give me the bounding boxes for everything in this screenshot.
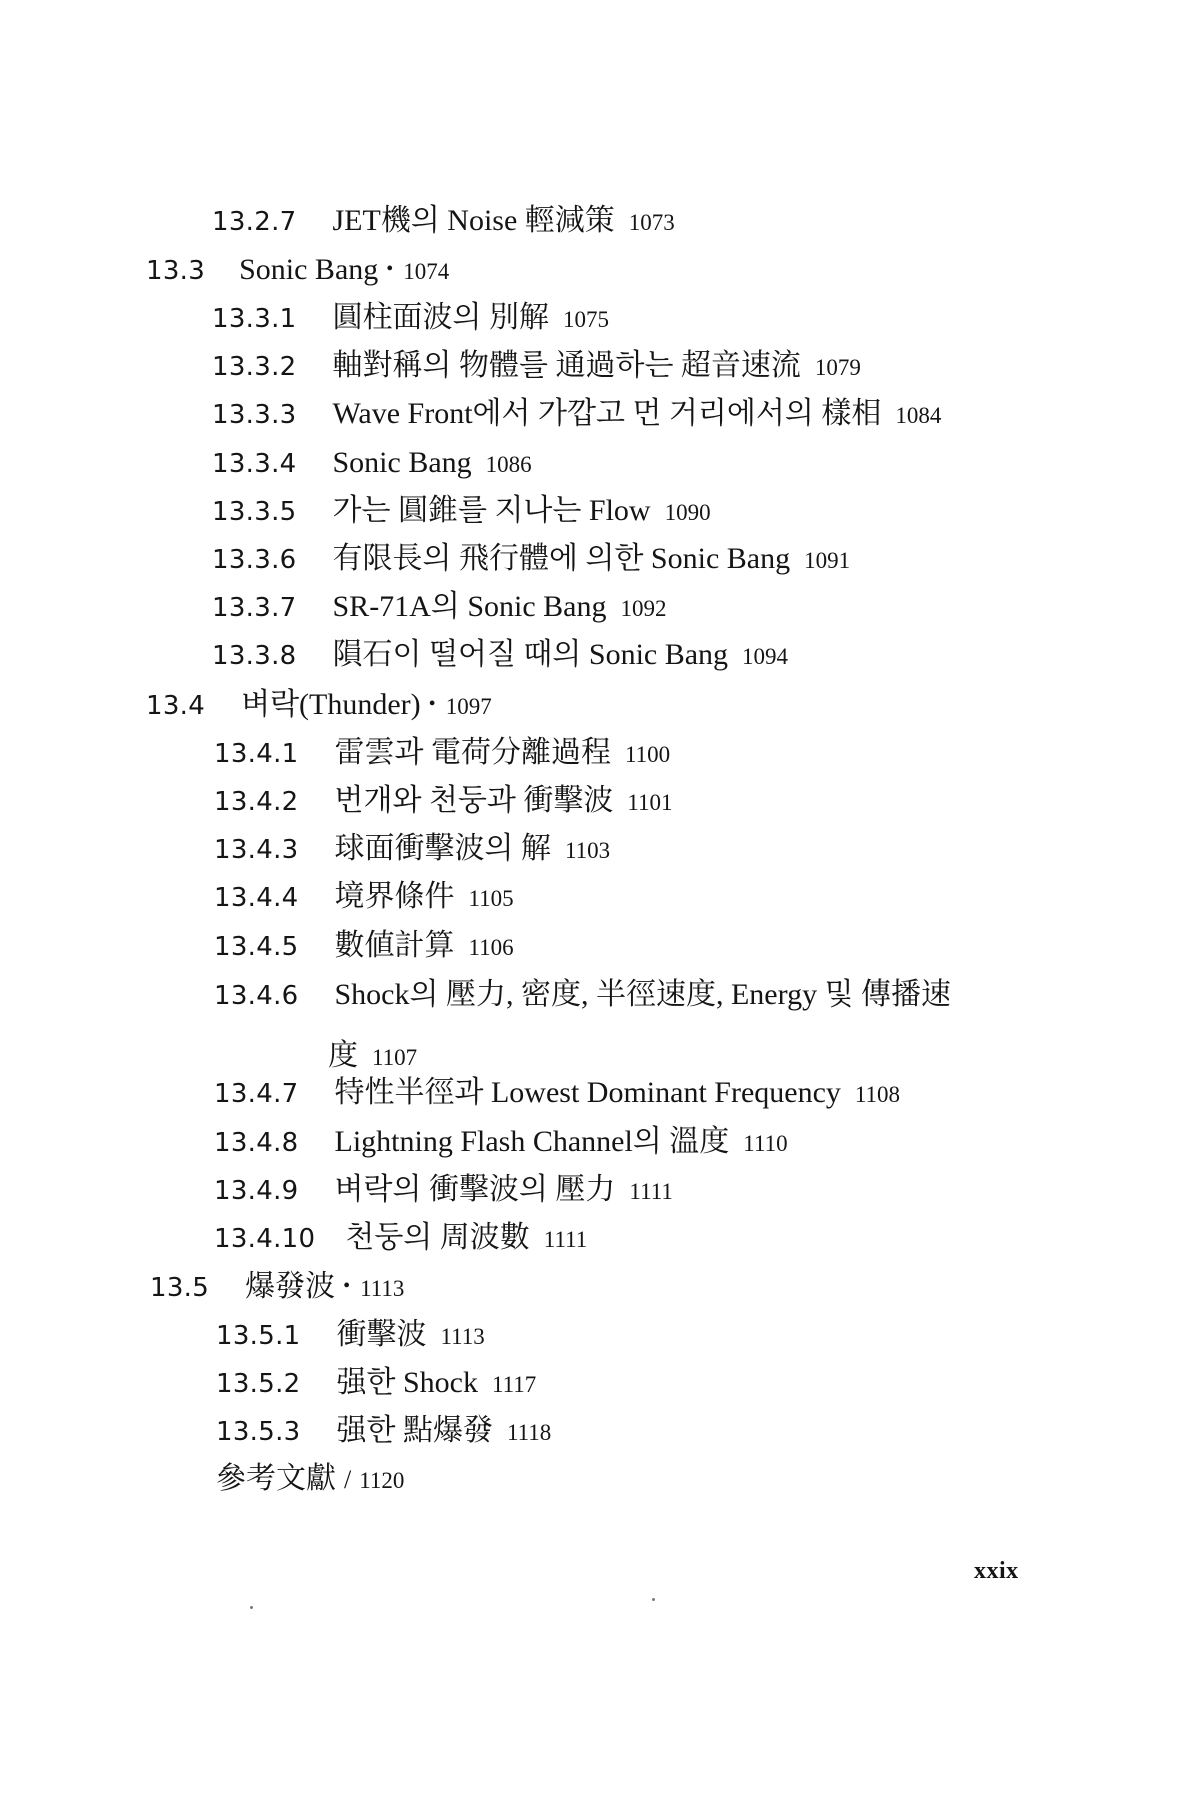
toc-entry <box>214 786 673 816</box>
entry-page-number: 1091 <box>804 548 851 573</box>
entry-title: Wave Front에서 가깝고 먼 거리에서의 樣相 <box>332 397 882 430</box>
entry-page-number: 1108 <box>854 1082 901 1107</box>
section-number: 13.4 <box>146 691 206 721</box>
entry-page-number: 1103 <box>564 838 611 863</box>
toc-references <box>216 1464 404 1494</box>
entry-title: 圓柱面波의 別解 <box>332 301 549 334</box>
entry-page-number: 1111 <box>543 1227 588 1252</box>
entry-title: 强한 Shock <box>336 1366 478 1399</box>
bullet-separator: • <box>386 258 394 280</box>
entry-page-number: 1073 <box>628 210 675 235</box>
entry-number: 13.3.1 <box>212 304 297 334</box>
entry-page-number: 1118 <box>506 1420 552 1445</box>
entry-page-number: 1110 <box>743 1131 788 1156</box>
section-page-number: 1097 <box>445 694 492 719</box>
entry-page-number: 1106 <box>468 935 514 960</box>
toc-entry <box>214 980 951 1010</box>
entry-number: 13.3.8 <box>212 641 297 671</box>
toc-entry <box>212 206 675 236</box>
scan-speck <box>250 1606 253 1609</box>
entry-title: 벼락의 衝擊波의 壓力 <box>334 1173 616 1206</box>
entry-title: 천둥의 周波數 <box>345 1221 530 1254</box>
entry-page-number: 1117 <box>491 1372 537 1397</box>
toc-entry <box>216 1416 551 1446</box>
entry-title: 번개와 천둥과 衝擊波 <box>334 784 614 817</box>
entry-number: 13.4.3 <box>214 835 299 865</box>
entry-page-number: 1101 <box>627 790 673 815</box>
entry-number: 13.4.5 <box>214 932 299 962</box>
entry-title: 軸對稱의 物體를 通過하는 超音速流 <box>332 349 801 382</box>
entry-number: 13.3.2 <box>212 352 297 382</box>
entry-title: 雷雲과 電荷分離過程 <box>334 736 611 769</box>
entry-number: 13.4.8 <box>214 1128 299 1158</box>
entry-number: 13.4.2 <box>214 787 299 817</box>
entry-number: 13.2.7 <box>212 207 297 237</box>
bullet-separator: • <box>343 1275 351 1297</box>
toc-entry <box>212 544 850 574</box>
bullet-separator: • <box>428 693 436 715</box>
entry-number: 13.5.2 <box>216 1369 301 1399</box>
section-number: 13.3 <box>146 256 206 286</box>
entry-title: Lightning Flash Channel의 溫度 <box>334 1125 730 1158</box>
toc-entry <box>212 592 667 622</box>
toc-entry <box>212 640 788 670</box>
entry-title: 球面衝擊波의 解 <box>334 832 551 865</box>
toc-entry <box>214 882 514 912</box>
entry-page-number: 1079 <box>814 355 861 380</box>
entry-page-number: 1084 <box>895 403 942 428</box>
entry-page-number: 1090 <box>664 500 711 525</box>
entry-title: 隕石이 떨어질 때의 Sonic Bang <box>332 638 729 671</box>
entry-title: 衝擊波 <box>336 1318 427 1351</box>
entry-page-number: 1113 <box>440 1324 485 1349</box>
entry-title: 가는 圓錐를 지나는 Flow <box>332 494 651 527</box>
references-title: 參考文獻 <box>216 1462 336 1495</box>
toc-entry <box>212 303 609 333</box>
toc-entry <box>212 496 711 526</box>
entry-title: 境界條件 <box>334 880 455 913</box>
page-folio: xxix <box>974 1558 1019 1584</box>
toc-entry <box>214 738 670 768</box>
entry-page-number: 1100 <box>624 742 671 767</box>
section-page-number: 1074 <box>403 259 450 284</box>
toc-entry <box>214 1175 673 1205</box>
entry-number: 13.5.1 <box>216 1321 301 1351</box>
entry-title: SR-71A의 Sonic Bang <box>332 590 607 623</box>
toc-entry <box>212 399 941 429</box>
toc-entry <box>214 1078 900 1108</box>
entry-page-number: 1111 <box>629 1179 673 1204</box>
entry-number: 13.3.7 <box>212 593 297 623</box>
entry-page-number: 1094 <box>742 644 789 669</box>
toc-entry <box>212 351 861 381</box>
entry-number: 13.4.1 <box>214 739 299 769</box>
entry-title: JET機의 Noise 輕減策 <box>332 204 615 237</box>
entry-title: 强한 點爆發 <box>336 1414 493 1447</box>
entry-number: 13.3.3 <box>212 400 297 430</box>
entry-page-number: 1107 <box>372 1045 418 1070</box>
references-page-number: 1120 <box>359 1468 405 1493</box>
entry-number: 13.4.4 <box>214 883 299 913</box>
entry-title: Sonic Bang <box>332 446 472 479</box>
entry-number: 13.3.5 <box>212 497 297 527</box>
toc-section <box>146 690 492 720</box>
entry-title: 有限長의 飛行體에 의한 Sonic Bang <box>332 542 791 575</box>
entry-number: 13.3.4 <box>212 449 297 479</box>
toc-entry <box>214 1127 788 1157</box>
toc-entry <box>214 1223 587 1253</box>
toc-entry <box>216 1320 485 1350</box>
toc-entry <box>216 1368 536 1398</box>
entry-page-number: 1105 <box>468 886 514 911</box>
section-title: 爆發波 <box>245 1270 336 1303</box>
toc-section <box>146 255 449 285</box>
entry-number: 13.4.9 <box>214 1176 299 1206</box>
entry-number: 13.5.3 <box>216 1417 301 1447</box>
entry-number: 13.4.7 <box>214 1079 299 1109</box>
entry-page-number: 1092 <box>620 596 667 621</box>
toc-entry <box>212 448 532 478</box>
entry-title: 特性半徑과 Lowest Dominant Frequency <box>334 1076 841 1109</box>
toc-section <box>150 1272 404 1302</box>
section-title: Sonic Bang <box>239 253 379 286</box>
entry-number: 13.4.10 <box>214 1224 316 1254</box>
section-title: 벼락(Thunder) <box>241 688 421 721</box>
entry-title-continuation: 度 <box>328 1039 358 1072</box>
toc-entry <box>214 834 610 864</box>
toc-entry-continuation <box>328 1030 417 1074</box>
entry-title: Shock의 壓力, 密度, 半徑速度, Energy 및 傳播速 <box>334 978 952 1011</box>
entry-page-number: 1075 <box>562 307 609 332</box>
section-page-number: 1113 <box>360 1276 405 1301</box>
entry-number: 13.4.6 <box>214 981 299 1011</box>
scan-speck <box>652 1598 655 1601</box>
entry-title: 數値計算 <box>334 929 455 962</box>
entry-page-number: 1086 <box>485 452 532 477</box>
toc-entry <box>214 931 514 961</box>
entry-number: 13.3.6 <box>212 545 297 575</box>
references-slash: / <box>344 1465 352 1494</box>
section-number: 13.5 <box>150 1273 210 1303</box>
